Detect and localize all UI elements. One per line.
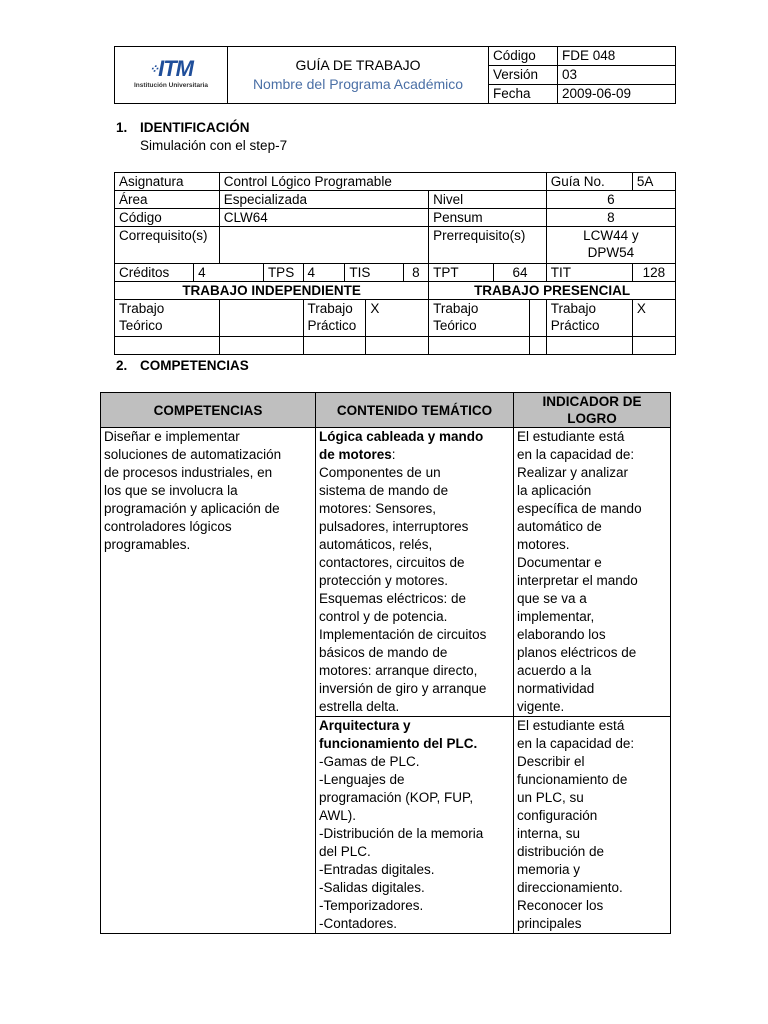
section-1-number: 1. <box>116 120 128 135</box>
empty-cell <box>219 337 303 355</box>
contenido-cell-logica-cableada: Lógica cableada y mando de motores: Componentes de un sistema de mando de motores: Sensores, pulsadores, interruptores automáticos, relés, contactores, circuitos de protección y motores. Esquemas eléctricos: de control y de potencia. Implementación de circuitos básicos de mando de motores: arranque directo, inversión de giro y arranque estrella delta. <box>316 428 514 717</box>
trabajo-independiente-header: TRABAJO INDEPENDIENTE <box>115 282 429 300</box>
tit-label: TIT <box>546 264 632 282</box>
correquisito-label: Correquisito(s) <box>115 227 220 264</box>
prerrequisito-label: Prerrequisito(s) <box>429 227 547 264</box>
empty-cell <box>366 337 429 355</box>
empty-cell <box>429 337 530 355</box>
section-1-subtitle: Simulación con el step-7 <box>140 138 288 153</box>
nivel-label: Nivel <box>429 191 547 209</box>
competencias-table <box>100 392 671 934</box>
header-title-cell <box>228 47 489 104</box>
empty-cell <box>632 337 675 355</box>
header-label-version: Versión <box>489 66 558 85</box>
area-value: Especializada <box>219 191 428 209</box>
header-contenido-tematico: CONTENIDO TEMÁTICO <box>316 393 514 428</box>
pres-practico-mark: X <box>632 300 675 337</box>
nivel-value: 6 <box>546 191 675 209</box>
contenido-cell-arquitectura-plc: Arquitectura y funcionamiento del PLC. -Gamas de PLC. -Lenguajes de programación (KOP, FUP, AWL). -Distribución de la memoria del PLC. -Entradas digitales. -Salidas digitales. -Temporizadores. -Contadores. <box>316 717 514 934</box>
section-2-number: 2. <box>116 358 128 373</box>
codigo-label: Código <box>115 209 220 227</box>
header-value-version: 03 <box>558 66 676 85</box>
header-label-fecha: Fecha <box>489 85 558 104</box>
prerrequisito-value: LCW44 y DPW54 <box>546 227 675 264</box>
empty-cell <box>530 337 546 355</box>
pres-teorico-mark <box>530 300 546 337</box>
asignatura-value: Control Lógico Programable <box>219 173 530 191</box>
tps-label: TPS <box>263 264 303 282</box>
empty-cell <box>115 337 220 355</box>
indicador-cell-2: El estudiante está en la capacidad de: Describir el funcionamiento de un PLC, su configuración interna, su distribución de memoria y direccionamiento. Reconocer los principales <box>514 717 671 934</box>
pres-teorico-label: Trabajo Teórico <box>429 300 530 337</box>
guide-title: GUÍA DE TRABAJO <box>295 57 421 73</box>
header-label-codigo: Código <box>489 47 558 66</box>
header-indicador-logro: INDICADOR DE LOGRO <box>514 393 671 428</box>
guia-label: Guía No. <box>546 173 632 191</box>
tpt-label: TPT <box>429 264 494 282</box>
section-2-title: COMPETENCIAS <box>140 358 249 373</box>
indep-practico-label: Trabajo Práctico <box>303 300 366 337</box>
creditos-value: 4 <box>194 264 264 282</box>
header-value-codigo: FDE 048 <box>558 47 676 66</box>
document-header <box>114 46 676 104</box>
pres-practico-label: Trabajo Práctico <box>546 300 632 337</box>
identification-table <box>114 172 676 355</box>
competencia-cell: Diseñar e implementar soluciones de automatización de procesos industriales, en los que se involucra la programación y aplicación de controladores lógicos programables. <box>101 428 316 934</box>
area-label: Área <box>115 191 220 209</box>
header-competencias: COMPETENCIAS <box>101 393 316 428</box>
indep-teorico-mark <box>219 300 303 337</box>
pensum-label: Pensum <box>429 209 547 227</box>
trabajo-presencial-header: TRABAJO PRESENCIAL <box>429 282 676 300</box>
tis-label: TIS <box>345 264 403 282</box>
indicador-cell-1: El estudiante está en la capacidad de: Realizar y analizar la aplicación específica de mando automático de motores. Documentar e interpretar el mando que se va a implementar, elaborando los planos eléctricos de acuerdo a la normatividad vigente. <box>514 428 671 717</box>
codigo-value: CLW64 <box>219 209 428 227</box>
tis-value: 8 <box>403 264 429 282</box>
pensum-value: 8 <box>546 209 675 227</box>
section-1-heading <box>116 120 250 135</box>
creditos-label: Créditos <box>115 264 194 282</box>
section-1-title: IDENTIFICACIÓN <box>140 120 250 135</box>
indep-practico-mark: X <box>366 300 429 337</box>
header-value-fecha: 2009-06-09 <box>558 85 676 104</box>
itm-logo-institution: Institución Universitaria <box>133 82 209 89</box>
section-2-heading <box>116 358 249 373</box>
tit-value: 128 <box>632 264 675 282</box>
correquisito-value <box>219 227 428 264</box>
indep-teorico-label: Trabajo Teórico <box>115 300 220 337</box>
itm-logo-mark: ⁘ITM <box>149 56 193 81</box>
itm-logo <box>134 58 208 90</box>
guia-value: 5A <box>632 173 675 191</box>
empty-cell <box>546 337 632 355</box>
empty-cell <box>303 337 366 355</box>
logo-cell <box>115 47 228 104</box>
asignatura-label: Asignatura <box>115 173 220 191</box>
program-name: Nombre del Programa Académico <box>252 76 464 92</box>
tps-value: 4 <box>303 264 345 282</box>
asignatura-spacer <box>530 173 546 191</box>
tpt-value: 64 <box>494 264 546 282</box>
